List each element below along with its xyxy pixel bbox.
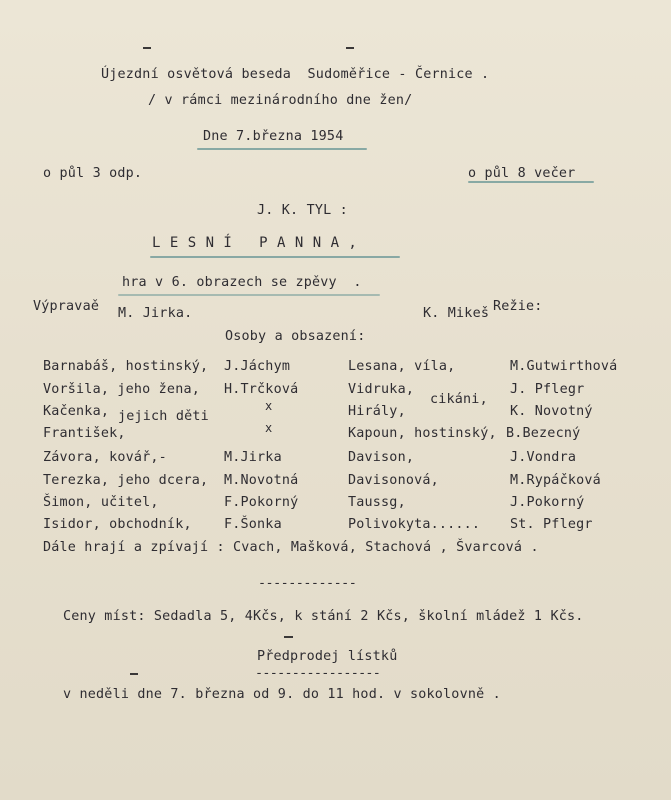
cast-role: Barnabáš, hostinský,	[43, 359, 209, 374]
scenery-name: M. Jirka.	[118, 306, 193, 321]
director-label: Režie:	[493, 299, 543, 314]
date-underline	[197, 148, 367, 150]
gypsies-label: cikáni,	[430, 392, 488, 407]
presale-heading: Předprodej lístků	[257, 649, 398, 664]
ink-mark	[284, 636, 293, 638]
cast-actor: M.Rypáčková	[510, 473, 601, 488]
presale-underline: -----------------	[255, 666, 381, 681]
ink-mark	[143, 47, 151, 49]
subtitle-underline	[118, 294, 380, 296]
cast-role: Taussg,	[348, 495, 406, 510]
organizer-line: Újezdní osvětová beseda Sudoměřice - Černice .	[101, 67, 490, 82]
cast-actor: B.Bezecný	[506, 426, 581, 441]
cast-actor: J. Pflegr	[510, 382, 585, 397]
cast-actor: J.Vondra	[510, 450, 577, 465]
play-subtitle: hra v 6. obrazech se zpěvy .	[122, 275, 362, 290]
time-evening: o půl 8 večer	[468, 166, 576, 181]
scenery-label: Výpravaě	[33, 299, 100, 314]
director-name: K. Mikeš	[423, 306, 490, 321]
cast-actor: M.Gutwirthová	[510, 359, 618, 374]
cast-role: Hirály,	[348, 404, 406, 419]
title-underline	[150, 256, 400, 258]
cast-role: Davisonová,	[348, 473, 439, 488]
cast-actor: x	[265, 399, 273, 413]
cast-role: Kačenka,	[43, 404, 110, 419]
evening-underline	[468, 181, 594, 183]
time-afternoon: o půl 3 odp.	[43, 166, 143, 181]
cast-role: Lesana, víla,	[348, 359, 456, 374]
occasion-line: / v rámci mezinárodního dne žen/	[148, 93, 413, 108]
cast-role: Závora, kovář,-	[43, 450, 167, 465]
cast-actor: F.Pokorný	[224, 495, 299, 510]
event-date: Dne 7.března 1954	[203, 129, 344, 144]
cast-actor: K. Novotný	[510, 404, 593, 419]
presale-info: v neděli dne 7. března od 9. do 11 hod. v sokolovně .	[63, 687, 501, 702]
cast-role: Davison,	[348, 450, 415, 465]
cast-actor: J.Pokorný	[510, 495, 585, 510]
additional-performers: Dále hrají a zpívají : Cvach, Mašková, Stachová , Švarcová .	[43, 540, 539, 555]
cast-actor: M.Jirka	[224, 450, 282, 465]
cast-role: Isidor, obchodník,	[43, 517, 192, 532]
cast-role: Vidruka,	[348, 382, 415, 397]
cast-role: Voršila, jeho žena,	[43, 382, 200, 397]
cast-role: Terezka, jeho dcera,	[43, 473, 209, 488]
separator: -------------	[258, 576, 357, 591]
ticket-prices: Ceny míst: Sedadla 5, 4Kčs, k stání 2 Kčs, školní mládež 1 Kčs.	[63, 609, 584, 624]
cast-actor: H.Trčková	[224, 382, 299, 397]
cast-role: František,	[43, 426, 126, 441]
cast-actor: x	[265, 421, 273, 435]
children-label: jejich děti	[118, 409, 209, 424]
play-title: L E S N Í P A N N A ,	[152, 235, 358, 251]
cast-actor: J.Jáchym	[224, 359, 291, 374]
ink-mark	[346, 47, 354, 49]
play-author: J. K. TYL :	[257, 203, 348, 218]
cast-heading: Osoby a obsazení:	[225, 329, 366, 344]
cast-role: Kapoun, hostinský,	[348, 426, 497, 441]
cast-actor: M.Novotná	[224, 473, 299, 488]
cast-actor: F.Šonka	[224, 517, 282, 532]
cast-actor: St. Pflegr	[510, 517, 593, 532]
cast-role: Šimon, učitel,	[43, 495, 159, 510]
cast-role: Polivokyta......	[348, 517, 481, 532]
ink-mark	[130, 673, 138, 675]
